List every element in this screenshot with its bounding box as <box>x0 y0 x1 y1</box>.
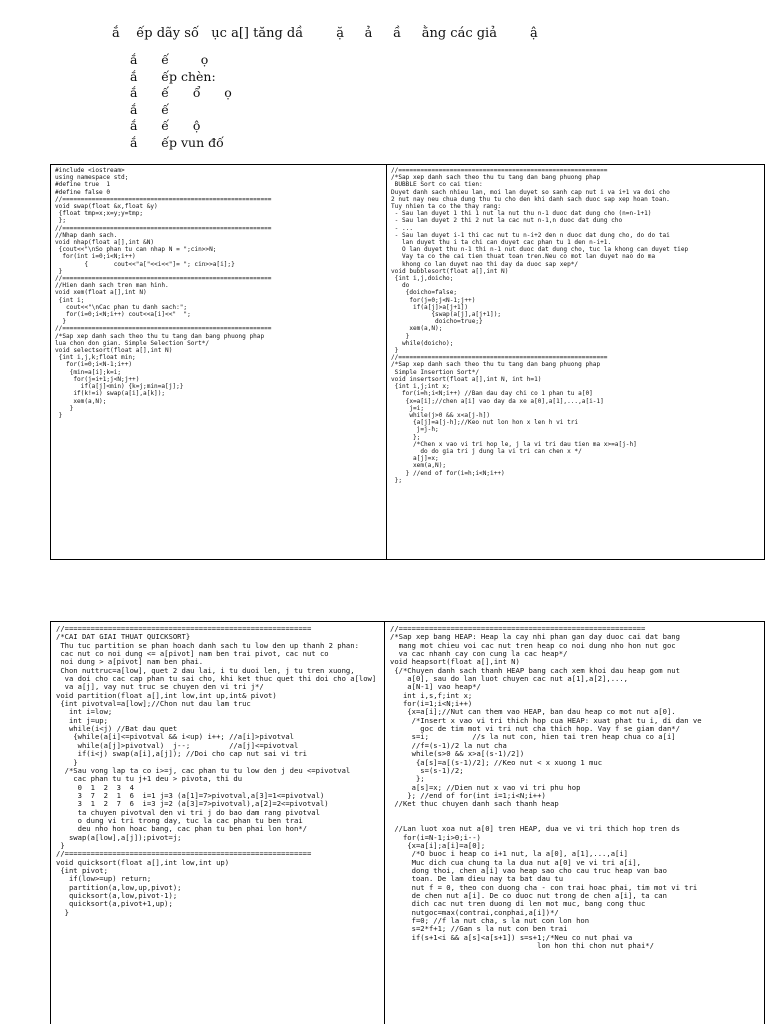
code-line: /*Sau vong lap ta co i>=j, cac phan tu tu low den j deu <=pivotval <box>56 765 351 775</box>
code-line: 3 1 2 7 6 i=3 j=2 (a[3]=7>pivotval),a[2]=2<=pivotval) <box>56 799 329 809</box>
code-line: //========================================================= <box>55 224 272 232</box>
outline-item: ắ ếp vun đố <box>130 134 224 150</box>
code-line: O lan duyet thu n-1 thi n-1 nut duoc dat dung cho, tuc la khong can duyet tiep <box>391 246 689 254</box>
code-line: if(a[j]<min) {k=j;min=a[j];} <box>55 383 184 391</box>
code-line: if(s+1<i && a[s]<a[s+1]) s=s+1;/*Neu co nut phai va <box>390 932 633 942</box>
code-line: {min=a[i];k=i; <box>55 368 122 376</box>
code-line: }; <box>391 476 403 484</box>
code-line: ta chuyen pivotval den vi tri j do bao dam rang pivotval <box>56 807 320 817</box>
code-line: xem(a,N); <box>391 462 447 470</box>
code-column-left <box>51 622 385 1024</box>
code-line: 3 7 2 1 6 i=1 j=3 (a[1]=7>pivotval,a[3]=1<=pivotval) <box>56 790 325 800</box>
code-line: quicksort(a,pivot+1,up); <box>56 899 173 909</box>
code-line: nutgoc=max(contrai,conphai,a[i])*/ <box>390 907 559 917</box>
code-line: 0 1 2 3 4 <box>56 782 134 792</box>
code-line: //========================================================= <box>56 849 312 859</box>
code-line: {float tmp=x;x=y;y=tmp; <box>55 210 144 218</box>
page-heading: ắ ếp dãy số ục a[] tăng dầ ặ ả ầ ằng các giả ậ <box>112 26 538 41</box>
code-line: - Sau lan duyet i-1 thi cac nut tu n-i+2 den n duoc dat dung cho, do do tai <box>391 231 670 239</box>
code-line: //========================================================= <box>391 167 608 174</box>
code-line: void nhap(float a[],int &N) <box>55 239 155 247</box>
code-line: } <box>55 411 63 419</box>
code-line: //========================================================= <box>56 624 312 633</box>
code-line: lan duyet thu i ta chi can duyet cac phan tu 1 den n-i+1. <box>391 239 612 247</box>
code-line: j=i; <box>391 404 425 412</box>
code-line: for(j=i+1;j<N;j++) <box>55 375 140 383</box>
code-line: {int pivotval=a[low];//Chon nut dau lam truc <box>56 699 251 709</box>
code-line: Muc dich cua chung ta la dua nut a[0] ve vi tri a[i], <box>390 857 641 867</box>
code-line: dich cac nut tren duong di len mot muc, bang cong thuc <box>390 899 646 909</box>
code-line: void selectsort(float a[],int N) <box>55 347 173 355</box>
code-line: - Sau lan duyet 2 thi 2 nut la cac nut n-1,n duoc dat dung cho <box>391 217 623 225</box>
code-line: {while(a[i]<=pivotval && i<up) i++; //a[i]>pivotval <box>56 732 294 742</box>
code-line: {int i,j,k;float min; <box>55 354 136 362</box>
code-line: //========================================================= <box>55 275 272 283</box>
code-line: //========================================================= <box>55 195 272 203</box>
code-line: /*Chen x vao vi tri hop le, j la vi tri dau tien ma x>=a[j-h] <box>391 440 637 448</box>
code-line: //f=(s-1)/2 la nut cha <box>390 740 507 750</box>
code-line: {x=a[i];a[i]=a[0]; <box>390 840 486 850</box>
code-line: - Sau lan duyet 1 thi 1 nut la nut thu n-1 duoc dat dung cho (n=n-1+1) <box>391 210 652 218</box>
code-line: Tuy nhien ta co the thay rang: <box>391 203 502 211</box>
code-line: partition(a,low,up,pivot); <box>56 882 182 892</box>
code-line: 2 nut nay neu chua dung thu tu cho den khi danh sach duoc sap xep hoan toan. <box>391 195 670 203</box>
code-line: } <box>56 907 69 917</box>
code-line: void xem(float a[],int N) <box>55 289 147 297</box>
code-column-right <box>385 622 764 1024</box>
code-line: for(int i=0;i<N;i++) <box>55 253 136 261</box>
code-line: BUBBLE Sort co cai tien: <box>391 181 483 189</box>
code-line: void quicksort(float a[],int low,int up) <box>56 857 230 867</box>
code-line: f=0; //f la nut cha, s la nut con lon hon <box>390 916 590 926</box>
code-line: {x=a[i];//chen a[i] vao day da xe a[0],a[1],...,a[i-1] <box>391 397 604 405</box>
code-line: xem(a,N); <box>391 325 443 333</box>
code-line: de chen nut a[i]. De co duoc nut trong de chen a[i], ta can <box>390 891 667 900</box>
code-line: } <box>55 267 63 275</box>
outline-item: ắ ế ọ <box>130 52 209 67</box>
code-line: if(low>=up) return; <box>56 874 152 884</box>
code-line: int j=up; <box>56 715 108 725</box>
code-line: {int i,j;int x; <box>391 383 450 391</box>
code-line: {doicho=false; <box>391 289 458 297</box>
code-line: a[j]=x; <box>391 455 439 463</box>
code-line: do do gia tri j dung la vi tri can chen x */ <box>391 447 582 455</box>
code-line: /*Sap xep bang HEAP: Heap la cay nhi phan gan day duoc cai dat bang <box>390 632 680 642</box>
sort-method-outline <box>130 52 232 151</box>
code-line: lon hon thi chon nut phai*/ <box>390 941 654 951</box>
code-line: void bubblesort(float a[],int N) <box>391 267 509 275</box>
code-line: //Lan luot xoa nut a[0] tren HEAP, dua ve vi tri thich hop tren ds <box>390 824 680 834</box>
outline-item: ắ ế ổ ọ <box>130 85 232 100</box>
code-line: }; <box>391 433 421 441</box>
code-line: doicho=true;} <box>391 318 483 326</box>
code-line: #include <iostream> <box>55 167 125 174</box>
code-line: while(j>0 && x<a[j-h]) <box>391 411 491 419</box>
code-line: swap(a[low],a[j]);pivot=j; <box>56 832 182 842</box>
code-sheet-1 <box>50 164 765 560</box>
code-line: s=(s-1)/2; <box>390 765 464 775</box>
code-line: nut f = 0, theo con duong cha - con trai hoac phai, tim mot vi tri <box>390 882 698 892</box>
code-column-right <box>387 165 764 559</box>
code-line: {a[j]=a[j-h];//Keo nut lon hon x len h vi tri <box>391 419 579 427</box>
code-line: Chon nuttruc=a[low], quet 2 dau lai, i tu duoi len, j tu tren xuong, <box>56 665 355 675</box>
code-line: if(i<j) swap(a[i],a[j]); //Doi cho cap nut sai vi tri <box>56 749 307 759</box>
code-line: khong co lan duyet nao thi day da duoc sap xep*/ <box>391 260 579 268</box>
code-line: if(a[j]>a[j+1]) <box>391 303 469 311</box>
code-line: cac phan tu tu j+1 deu > pivota, thi du <box>56 774 243 784</box>
code-line: {swap(a[j],a[j+1]); <box>391 311 502 319</box>
code-line: } <box>391 332 410 340</box>
code-line: a[0], sau do lan luot chuyen cac nut a[1],a[2],..., <box>390 674 628 684</box>
code-line: /*O buoc i heap co i+1 nut, la a[0], a[1],...,a[i] <box>390 849 628 859</box>
code-line: j=j-h; <box>391 426 439 434</box>
code-line: }; <box>390 774 425 784</box>
code-line: - ... <box>391 224 414 232</box>
code-line: int i=low; <box>56 707 113 717</box>
code-line: mang mot chieu voi cac nut tren heap co noi dung nho hon nut goc <box>390 640 676 650</box>
code-line: {cout<<"\nSo phan tu can nhap N = ";cin>>N; <box>55 246 217 254</box>
code-line: Vay ta co the cai tien thuat toan tren.Neu co mot lan duyet nao do ma <box>391 253 656 261</box>
code-line: /*Sap xep danh sach theo thu tu tang dan bang phuong phap <box>391 361 601 369</box>
code-line: } <box>391 347 399 355</box>
code-line: dong thoi, chen a[i] vao heap sao cho cau truc heap van bao <box>390 865 667 875</box>
code-line: lua chon don gian. Simple Selection Sort*/ <box>55 339 210 347</box>
code-line: {int pivot; <box>56 865 108 875</box>
code-line: toan. De lam dieu nay ta bat dau tu <box>390 874 564 884</box>
code-line: for(i=h;i<N;i++) //Ban dau day chi co 1 phan tu a[0] <box>391 390 593 398</box>
code-line: //Hien danh sach tren man hinh. <box>55 282 169 290</box>
code-line: Thu tuc partition se phan hoach danh sach tu low den up thanh 2 phan: <box>56 640 359 650</box>
code-column-left <box>51 165 387 559</box>
code-line: for(i=N-1;i>0;i--) <box>390 832 481 842</box>
code-line: Simple Insertion Sort*/ <box>391 368 480 376</box>
code-line: {int i,j,doicho; <box>391 275 454 283</box>
code-line: va doi cho cac cap phan tu sai cho, khi ket thuc quet thi doi cho a[low] <box>56 674 377 684</box>
outline-item: ắ ế <box>130 101 169 117</box>
code-line: for(i=0;i<N;i++) cout<<a[i]<<" "; <box>55 311 191 319</box>
code-line: while(i<j) //Bat dau quet <box>56 724 178 734</box>
code-line: using namespace std; <box>55 174 129 182</box>
code-line: for(j=0;j<N-1;j++) <box>391 296 476 304</box>
code-line: { cout<<"a["<<i<<"]= "; cin>>a[i];} <box>55 260 235 268</box>
code-line <box>390 809 759 817</box>
code-line: if(k!=i) swap(a[i],a[k]); <box>55 390 166 398</box>
code-line: for(i=1;i<N;i++) <box>390 699 473 709</box>
code-line: a[s]=x; //Dien nut x vao vi tri phu hop <box>390 782 581 792</box>
code-line: for(i=0;i<N-1;i++) <box>55 361 133 369</box>
code-line: } <box>56 840 65 850</box>
code-line: //========================================================= <box>391 354 608 362</box>
code-line: noi dung > a[pivot] nam ben phai. <box>56 657 204 667</box>
code-line: //========================================================= <box>55 325 272 333</box>
code-line: while(s>0 && x>a[(s-1)/2]) <box>390 749 525 759</box>
code-line: while(a[j]>pivotval) j--; //a[j]<=pivotval <box>56 740 299 750</box>
code-line: //========================================================= <box>390 624 646 633</box>
code-line: void swap(float &x,float &y) <box>55 203 158 211</box>
code-line: /*Sap xep danh sach theo thu tu tang dan bang phuong phap <box>55 332 265 340</box>
code-line: #define true 1 <box>55 181 111 189</box>
outline-item: ắ ế ộ <box>130 118 201 133</box>
code-line: quicksort(a,low,pivot-1); <box>56 891 178 900</box>
code-line: int i,s,f;int x; <box>390 690 473 700</box>
code-line: void heapsort(float a[],int N) <box>390 657 520 667</box>
code-line: } <box>55 318 67 326</box>
code-line: while(doicho); <box>391 339 454 347</box>
code-line: o dung vi tri trong day, tuc la cac phan tu ben trai <box>56 815 303 825</box>
code-line: va a[j], vay nut truc se chuyen den vi tri j*/ <box>56 682 264 692</box>
code-sheet-2 <box>50 621 765 1024</box>
code-line: s=i; //s la nut con, hien tai tren heap chua co a[i] <box>390 732 676 742</box>
code-line: /*Sap xep danh sach theo thu tu tang dan bang phuong phap <box>391 174 601 182</box>
code-line: //Ket thuc chuyen danh sach thanh heap <box>390 799 559 809</box>
code-line: va cac nhanh cay con cung la cac heap*/ <box>390 649 568 659</box>
code-line: cout<<"\nCac phan tu danh sach:"; <box>55 303 188 311</box>
code-line: cac nut co noi dung <= a[pivot] nam ben trai pivot, cac nut co <box>56 649 329 659</box>
code-line: Duyet danh sach nhieu lan, moi lan duyet so sanh cap nut i va i+1 va doi cho <box>391 188 670 196</box>
code-line: } //end of for(i=h;i<N;i++) <box>391 469 505 477</box>
code-line: }; <box>55 217 67 225</box>
code-line: }; //end of for(int i=1;i<N;i++) <box>390 790 546 800</box>
code-line: {/*Chuyen danh sach thanh HEAP bang cach xem khoi dau heap gom nut <box>390 665 680 675</box>
code-line: //Nhap danh sach. <box>55 231 118 239</box>
code-line: /*Insert x vao vi tri thich hop cua HEAP: xuat phat tu i, di dan ve <box>390 715 702 725</box>
code-line: s=2*f+1; //Gan s la nut con ben trai <box>390 924 568 934</box>
outline-item: ắ ếp chèn: <box>130 68 216 84</box>
code-line: /*CAI DAT GIAI THUAT QUICKSORT} <box>56 632 191 642</box>
code-line: {int i; <box>55 296 85 304</box>
code-line: void insertsort(float a[],int N, int h=1) <box>391 375 542 383</box>
code-line: xem(a,N); <box>55 397 107 405</box>
code-line: #define false 0 <box>55 188 111 196</box>
code-line: void partition(float a[],int low,int up,int& pivot) <box>56 690 277 700</box>
code-line: do <box>391 282 410 290</box>
code-line: } <box>55 404 74 412</box>
code-line: } <box>56 757 78 767</box>
code-line: goc de tim mot vi tri nut cha thich hop. Vay f se giam dan*/ <box>390 724 680 734</box>
code-line: {x=a[i];//Nut can them vao HEAP, ban dau heap co mot nut a[0]. <box>390 707 676 717</box>
code-line: {a[s]=a[(s-1)/2]; //Keo nut < x xuong 1 muc <box>390 757 603 767</box>
code-line: deu nho hon hoac bang, cac phan tu ben phai lon hon*/ <box>56 824 307 834</box>
code-line: a[N-1] vao heap*/ <box>390 682 481 692</box>
